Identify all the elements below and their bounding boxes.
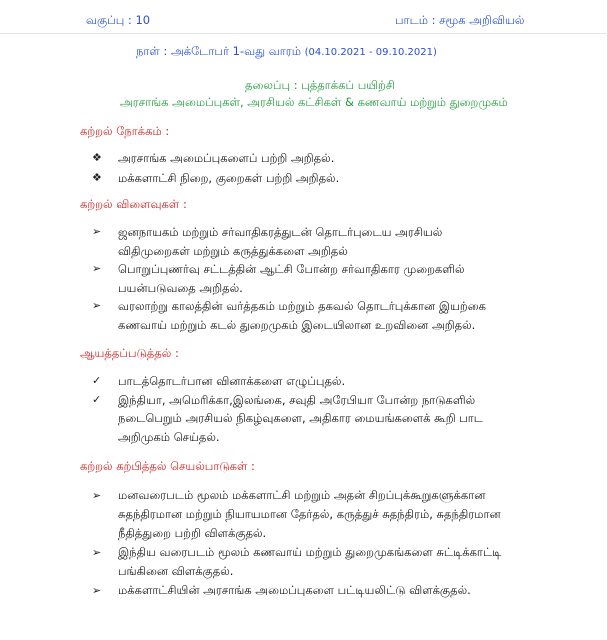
- objective-list: [92, 148, 339, 188]
- subject-label: பாடம் : சமூக அறிவியல்: [395, 13, 525, 27]
- arrow-bullet-icon: ➢: [92, 584, 102, 597]
- arrow-bullet-icon: ➢: [92, 489, 102, 502]
- preparation-heading: ஆயத்தப்படுத்தல் :: [80, 346, 179, 360]
- list-item: ➢ ஜனநாயகம் மற்றும் சர்வாதிகரத்துடன் தொடர்புடைய அரசியல் விதிமுறைகள் மற்றும் கருத்துக்களை அறிதல்: [92, 225, 443, 258]
- check-bullet-icon: ✓: [92, 392, 102, 406]
- list-item: ❖ மக்களாட்சி நிறை, குறைகள் பற்றி அறிதல்.: [92, 168, 339, 188]
- list-item: ➢ மனவரைபடம் மூலம் மக்களாட்சி மற்றும் அதன் சிறப்புக்கூறுகளுக்கான சுதந்திரமான மற்றும் நியாயமான தேர்தல், கருத்துச் சுதந்திரம், சுதந்திரமான நீதித்துறை பற்றி விளக்குதல்.: [92, 488, 501, 540]
- list-item: ✓ இந்தியா, அமெரிக்கா,இலங்கை, சவுதி அரேபியா போன்ற நாடுகளில் நடைபெறும் அரசியல் நிகழ்வுகளை, அதிகார மையங்களைக் கூறி பாட அறிமுகம் செய்தல்.: [92, 392, 483, 444]
- date-label: நாள் : அக்டோபர் 1-வது வாரம்: [136, 44, 301, 58]
- diamond-bullet-icon: ❖: [92, 151, 102, 164]
- list-item: ➢ வரலாற்று காலத்தின் வர்த்தகம் மற்றும் தகவல் தொடர்புக்கான இயற்கை கணவாய் மற்றும் கடல் துறைமுகம் இடையிலான உறவினை அறிதல்.: [92, 299, 486, 332]
- header-divider: [0, 33, 608, 34]
- list-item: ❖ அரசாங்க அமைப்புகளைப் பற்றி அறிதல்.: [92, 148, 339, 168]
- activities-heading: கற்றல் கற்பித்தல் செயல்பாடுகள் :: [80, 459, 255, 473]
- check-bullet-icon: ✓: [92, 374, 102, 387]
- objective-heading: கற்றல் நோக்கம் :: [80, 124, 170, 138]
- class-label: வகுப்பு : 10: [86, 13, 151, 27]
- list-item: ➢ பொறுப்புணர்வு சட்டத்தின் ஆட்சி போன்ற சர்வாதிகார முறைகளில் பயன்படுவதை அறிதல்.: [92, 262, 465, 295]
- date-line: [136, 44, 437, 60]
- topic-subtitle: அரசாங்க அமைப்புகள், அரசியல் கட்சிகள் & கணவாய் மற்றும் துறைமுகம்: [120, 95, 508, 109]
- date-range: (04.10.2021 - 09.10.2021): [304, 47, 437, 58]
- arrow-bullet-icon: ➢: [92, 262, 102, 275]
- arrow-bullet-icon: ➢: [92, 299, 102, 312]
- arrow-bullet-icon: ➢: [92, 546, 102, 559]
- list-item: ✓ பாடத்தொடர்பான வினாக்களை எழுப்புதல்.: [92, 372, 483, 391]
- diamond-bullet-icon: ❖: [92, 171, 102, 184]
- activities-list: [92, 486, 501, 600]
- outcomes-heading: கற்றல் விளைவுகள் :: [80, 197, 187, 211]
- topic-label: தலைப்பு : புத்தாக்கப் பயிற்சி: [245, 78, 395, 92]
- outcomes-list: [92, 223, 486, 334]
- list-item: ➢ மக்களாட்சியின் அரசாங்க அமைப்புகளை பட்டியலிட்டு விளக்குதல்.: [92, 581, 501, 600]
- preparation-list: [92, 372, 483, 446]
- list-item: ➢ இந்திய வரைபடம் மூலம் கணவாய் மற்றும் துறைமுகங்களை சுட்டிக்காட்டி பங்கினை விளக்குதல்.: [92, 545, 502, 578]
- arrow-bullet-icon: ➢: [92, 225, 102, 238]
